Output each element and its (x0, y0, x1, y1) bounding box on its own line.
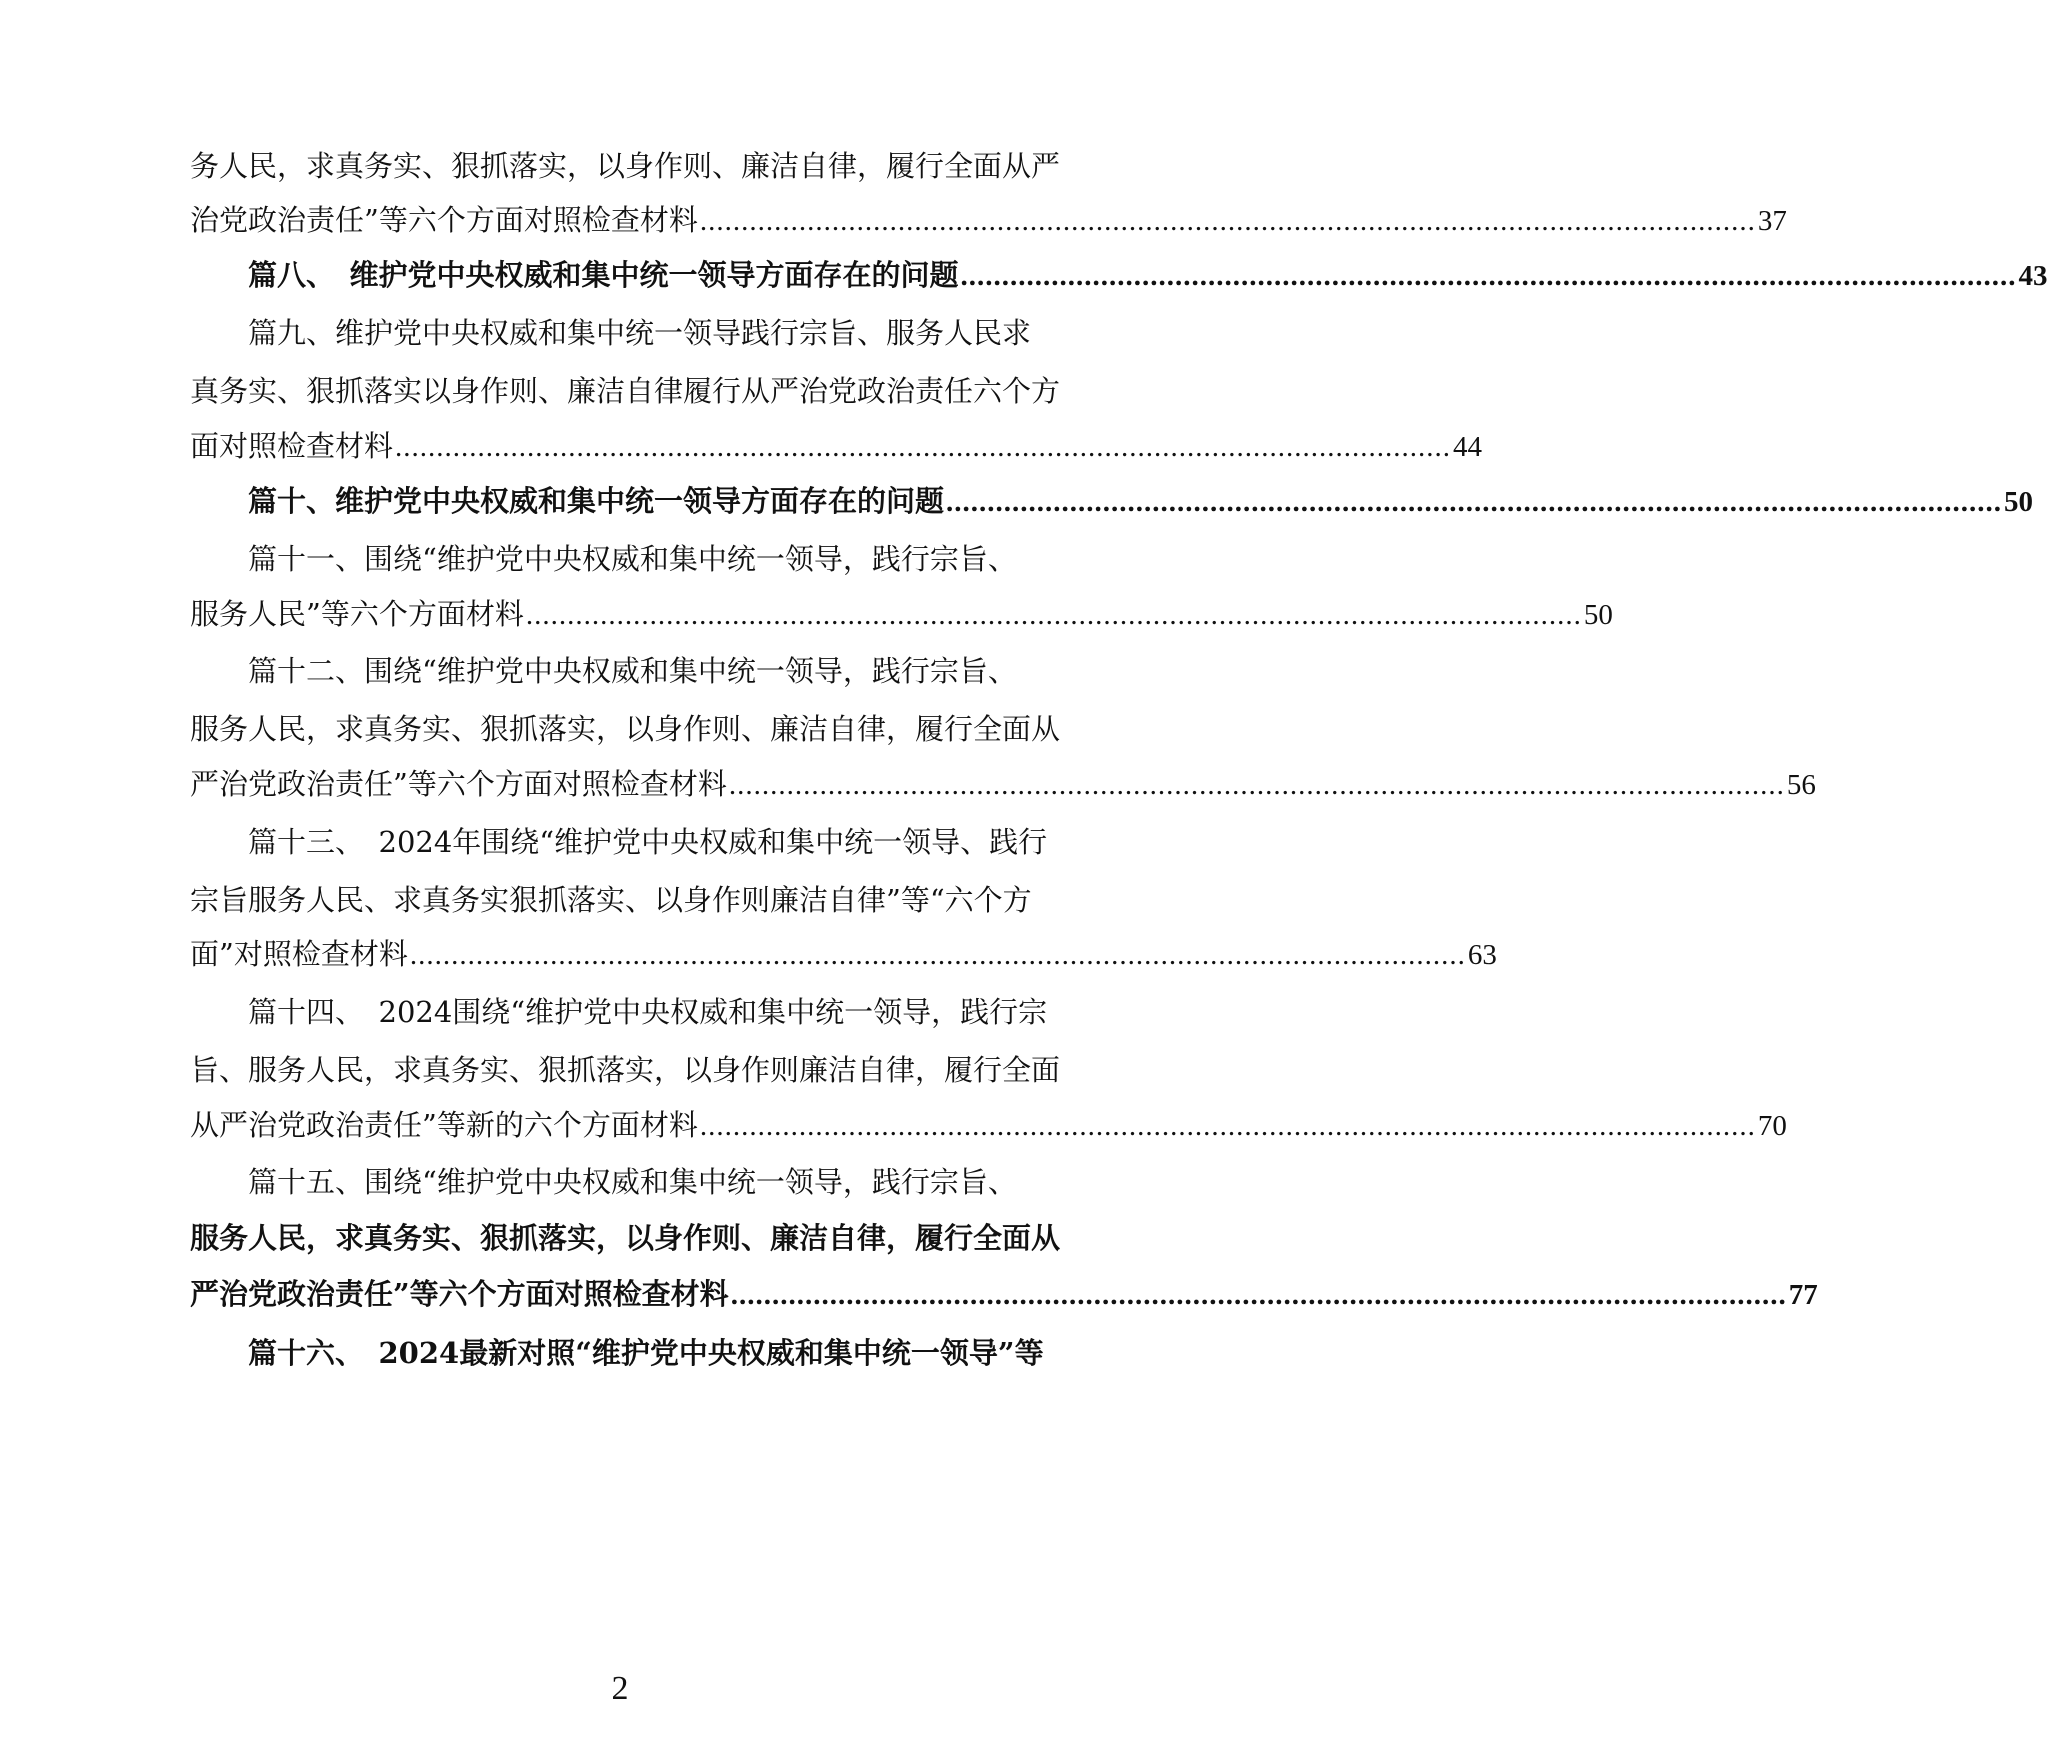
toc-entry-14-line-2: 旨、服务人民，求真务实、狠抓落实，以身作则廉洁自律，履行全面 (190, 1053, 1061, 1087)
toc-entry-15[interactable] (190, 1272, 1818, 1316)
toc-entry-9-line-3: 面对照检查材料 (190, 429, 394, 463)
toc-entry-8[interactable] (248, 253, 2048, 297)
toc-entry-11-line-2: 服务人民”等六个方面材料 (190, 597, 524, 631)
toc-entry-12-line-2: 服务人民，求真务实、狠抓落实，以身作则、廉洁自律，履行全面从 (190, 712, 1061, 746)
toc-entry-13[interactable] (190, 932, 1497, 976)
toc-leader-dots: ................................................................................................................................ (730, 1279, 1787, 1311)
toc-leader-dots: ................................................................................................................................ (525, 599, 1582, 631)
toc-entry-10-title: 篇十、维护党中央权威和集中统一领导方面存在的问题 (248, 484, 945, 518)
toc-entry-9[interactable] (190, 424, 1483, 468)
toc-entry-8-title: 篇八、 维护党中央权威和集中统一领导方面存在的问题 (248, 258, 959, 292)
toc-entry-15-line-2: 服务人民，求真务实、狠抓落实，以身作则、廉洁自律，履行全面从 (190, 1221, 1061, 1255)
toc-leader-dots: ................................................................................................................................ (946, 486, 2003, 518)
page-number: 2 (611, 1670, 629, 1707)
toc-entry-15-line-3: 严治党政治责任”等六个方面对照检查材料 (190, 1277, 729, 1311)
toc-entry-13-line-1: 篇十三、 2024年围绕“维护党中央权威和集中统一领导、践行 (248, 825, 1048, 859)
toc-entry-13-line-3: 面”对照检查材料 (190, 937, 408, 971)
toc-leader-dots: ................................................................................................................................ (395, 431, 1452, 463)
toc-leader-dots: ................................................................................................................................ (699, 205, 1756, 237)
toc-entry-12-line-3: 严治党政治责任”等六个方面对照检查材料 (190, 767, 727, 801)
toc-entry-13-line-2: 宗旨服务人民、求真务实狠抓落实、以身作则廉洁自律”等“六个方 (190, 883, 1032, 917)
toc-page-number: 63 (1467, 939, 1497, 971)
toc-entry-10[interactable] (248, 479, 2034, 523)
toc-page-number: 37 (1757, 205, 1787, 237)
toc-leader-dots: ................................................................................................................................ (960, 260, 2017, 292)
toc-page-number: 44 (1453, 431, 1483, 463)
toc-entry-11-line-1: 篇十一、围绕“维护党中央权威和集中统一领导，践行宗旨、 (248, 542, 1017, 576)
toc-page-number: 43 (2018, 260, 2048, 292)
toc-page-number: 77 (1788, 1279, 1818, 1311)
toc-entry-14[interactable] (190, 1103, 1787, 1147)
toc-entry-12[interactable] (190, 762, 1816, 806)
toc-leader-dots: ................................................................................................................................ (409, 939, 1466, 971)
toc-page-number: 70 (1757, 1110, 1787, 1142)
toc-entry-14-line-3: 从严治党政治责任”等新的六个方面材料 (190, 1108, 698, 1142)
toc-entry-7-line-2: 治党政治责任”等六个方面对照检查材料 (190, 203, 698, 237)
toc-entry-15-line-1: 篇十五、围绕“维护党中央权威和集中统一领导，践行宗旨、 (248, 1165, 1017, 1199)
toc-entry-11[interactable] (190, 592, 1613, 636)
toc-page-number: 56 (1786, 769, 1816, 801)
toc-entry-9-line-2: 真务实、狠抓落实以身作则、廉洁自律履行从严治党政治责任六个方 (190, 374, 1061, 408)
toc-entry-14-line-1: 篇十四、 2024围绕“维护党中央权威和集中统一领导，践行宗 (248, 995, 1048, 1029)
toc-leader-dots: ................................................................................................................................ (699, 1110, 1756, 1142)
toc-leader-dots: ................................................................................................................................ (728, 769, 1785, 801)
toc-entry-16-line-1: 篇十六、 2024最新对照“维护党中央权威和集中统一领导”等 (248, 1336, 1044, 1370)
toc-entry-7-line-1: 务人民，求真务实、狠抓落实，以身作则、廉洁自律，履行全面从严 (190, 149, 1061, 183)
toc-entry-7[interactable] (190, 198, 1787, 242)
toc-entry-9-line-1: 篇九、维护党中央权威和集中统一领导践行宗旨、服务人民求 (248, 316, 1032, 350)
toc-entry-12-line-1: 篇十二、围绕“维护党中央权威和集中统一领导，践行宗旨、 (248, 654, 1017, 688)
toc-page-number: 50 (1583, 599, 1613, 631)
toc-page-number: 50 (2004, 486, 2034, 518)
